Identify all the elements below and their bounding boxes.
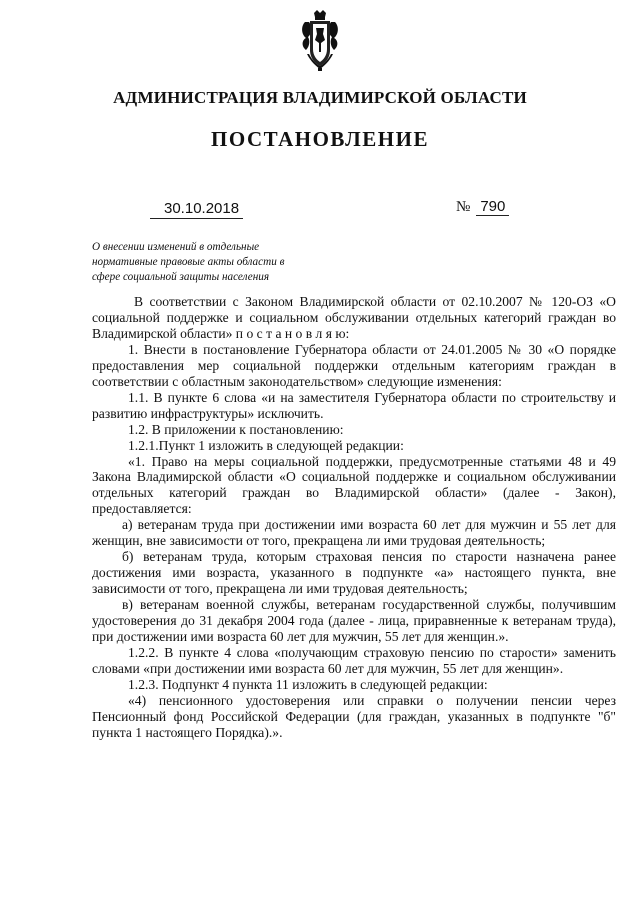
document-number-field bbox=[456, 198, 509, 216]
document-type-title: ПОСТАНОВЛЕНИЕ bbox=[211, 127, 429, 151]
paragraph-1-1: 1.1. В пункте 6 слова «и на заместителя Губернатора области по строительству и развитию инфраструктуры» исключить. bbox=[92, 389, 616, 421]
paragraph-1-2: 1.2. В приложении к постановлению: bbox=[128, 421, 344, 437]
subject-line: сфере социальной защиты населения bbox=[92, 271, 270, 283]
subject-line: О внесении изменений в отдельные bbox=[92, 241, 260, 253]
coat-of-arms-emblem bbox=[297, 10, 343, 72]
document-subject bbox=[92, 240, 332, 285]
intro-paragraph: В соответствии с Законом Владимирской области от 02.10.2007 № 120-ОЗ «О социальной поддержке и социальном обслуживании отдельных категорий граждан во Владимирской области» п о с т а н о в л я ю: bbox=[92, 294, 616, 341]
quote-subpoint-4: «4) пенсионного удостоверения или справки о получении пенсии через Пенсионный фонд Российской Федерации (для граждан, указанных в подпункте "б" пункта 1 настоящего Порядка).». bbox=[92, 692, 616, 740]
paragraph-1-2-1: 1.2.1.Пункт 1 изложить в следующей редакции: bbox=[128, 437, 404, 453]
paragraph-1-2-3: 1.2.3. Подпункт 4 пункта 11 изложить в следующей редакции: bbox=[128, 676, 488, 692]
document-number: 790 bbox=[476, 198, 509, 216]
number-sign: № bbox=[456, 199, 471, 215]
organization-title: АДМИНИСТРАЦИЯ ВЛАДИМИРСКОЙ ОБЛАСТИ bbox=[113, 88, 527, 107]
document-date: 30.10.2018 bbox=[150, 200, 243, 219]
paragraph-1-2-2: 1.2.2. В пункте 4 слова «получающим страховую пенсию по старости» заменить словами «при достижении ими возраста 60 лет для мужчин, 55 лет для женщин». bbox=[92, 644, 616, 676]
quote-point-1: «1. Право на меры социальной поддержки, предусмотренные статьями 48 и 49 Закона Владимирской области «О социальной поддержке и социальном обслуживании отдельных категорий граждан во Владимирской области» (далее - Закон), предоставляется: bbox=[92, 453, 616, 517]
item-a: а) ветеранам труда при достижении ими возраста 60 лет для мужчин и 55 лет для женщин, вне зависимости от того, прекращена ли ими трудовая деятельность; bbox=[92, 517, 616, 549]
paragraph-1: 1. Внести в постановление Губернатора области от 24.01.2005 № 30 «О порядке предоставления мер социальной поддержки отдельным категориям граждан в соответствии с областным законодательством» следующие изменения: bbox=[92, 341, 616, 389]
subject-line: нормативные правовые акты области в bbox=[92, 256, 285, 268]
item-v: в) ветеранам военной службы, ветеранам государственной службы, получившим удостоверения до 31 декабря 2004 года (далее - лица, приравненные к ветеранам труда), при достижении ими возраста 60 лет для мужчин, 55 лет для женщин.». bbox=[92, 597, 616, 645]
document-body bbox=[92, 294, 616, 741]
item-b: б) ветеранам труда, которым страховая пенсия по старости назначена ранее достижения ими возраста, указанного в подпункте «а» настоящего пункта, вне зависимости от того, прекращена ли ими трудовая деятельность; bbox=[92, 549, 616, 597]
